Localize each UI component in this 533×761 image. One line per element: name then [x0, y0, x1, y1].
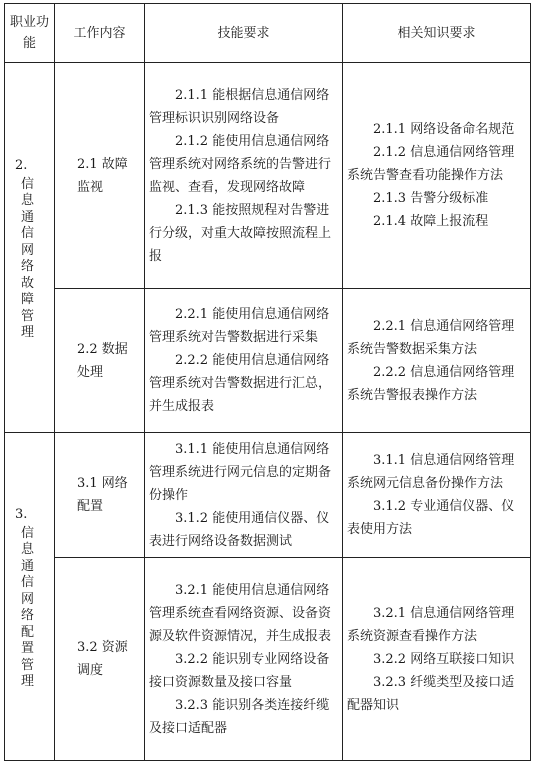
knowledge-item: 2.1.2 信息通信网络管理系统告警查看功能操作方法 — [347, 145, 515, 183]
skill-item: 2.2.2 能使用信息通信网络管理系统对告警数据进行汇总，并生成报表 — [149, 353, 332, 414]
content-cell: 2.2 数据处理 — [55, 289, 145, 433]
skills-cell — [145, 433, 343, 558]
knowledge-item: 3.1.1 信息通信网络管理系统网元信息备份操作方法 — [347, 453, 515, 491]
function-cell — [5, 433, 55, 761]
knowledge-item: 3.1.2 专业通信仪器、仪表使用方法 — [347, 499, 515, 537]
function-title: 信息通信网络配置管理 — [21, 525, 35, 689]
skills-cell — [145, 289, 343, 433]
knowledge-item: 3.2.1 信息通信网络管理系统资源查看操作方法 — [347, 605, 515, 644]
header-skills: 技能要求 — [145, 4, 343, 63]
header-knowledge: 相关知识要求 — [343, 4, 531, 63]
function-number: 3. — [15, 506, 28, 522]
knowledge-item: 2.1.3 告警分级标准 — [373, 191, 489, 206]
knowledge-item: 3.2.3 纤缆类型及接口适配器知识 — [347, 674, 515, 713]
function-number: 2. — [15, 157, 28, 173]
skill-item: 2.1.2 能使用信息通信网络管理系统对网络系统的告警进行监视、查看，发现网络故障 — [149, 133, 332, 195]
table-row — [5, 63, 531, 289]
skills-cell — [145, 558, 343, 761]
function-cell — [5, 63, 55, 433]
knowledge-item: 2.2.1 信息通信网络管理系统告警数据采集方法 — [347, 318, 515, 357]
skill-item: 2.1.3 能按照规程对告警进行分级，对重大故障按照流程上报 — [149, 202, 332, 264]
content-cell: 3.1 网络配置 — [55, 433, 145, 558]
knowledge-item: 3.2.2 网络互联接口知识 — [373, 651, 515, 667]
skill-item: 3.1.1 能使用信息通信网络管理系统进行网元信息的定期备份操作 — [149, 441, 332, 503]
header-function: 职业功能 — [5, 4, 55, 63]
skill-item: 3.2.2 能识别专业网络设备接口资源数量及接口容量 — [149, 651, 330, 690]
table-row — [5, 558, 531, 761]
competency-table — [4, 3, 531, 761]
header-row — [5, 4, 531, 63]
skills-cell — [145, 63, 343, 289]
skill-item: 3.2.1 能使用信息通信网络管理系统查看网络资源、设备资源及软件资源情况，并生成报表 — [149, 582, 332, 644]
knowledge-item: 2.1.4 故障上报流程 — [373, 214, 489, 229]
content-cell: 2.1 故障监视 — [55, 63, 145, 289]
content-cell: 3.2 资源调度 — [55, 558, 145, 761]
knowledge-cell — [343, 558, 531, 761]
skill-item: 2.2.1 能使用信息通信网络管理系统对告警数据进行采集 — [149, 307, 330, 345]
skill-item: 3.1.2 能使用通信仪器、仪表进行网络设备数据测试 — [149, 510, 330, 549]
knowledge-item: 2.2.2 信息通信网络管理系统告警报表操作方法 — [347, 364, 515, 403]
knowledge-cell — [343, 289, 531, 433]
knowledge-cell — [343, 63, 531, 289]
header-content: 工作内容 — [55, 4, 145, 63]
table-row — [5, 433, 531, 558]
skill-item: 3.2.3 能识别各类连接纤缆及接口适配器 — [149, 697, 330, 736]
table-row — [5, 289, 531, 433]
function-title: 信息通信网络故障管理 — [21, 176, 35, 340]
knowledge-cell — [343, 433, 531, 558]
skill-item: 2.1.1 能根据信息通信网络管理标识识别网络设备 — [149, 87, 330, 126]
knowledge-item: 2.1.1 网络设备命名规范 — [373, 122, 515, 137]
